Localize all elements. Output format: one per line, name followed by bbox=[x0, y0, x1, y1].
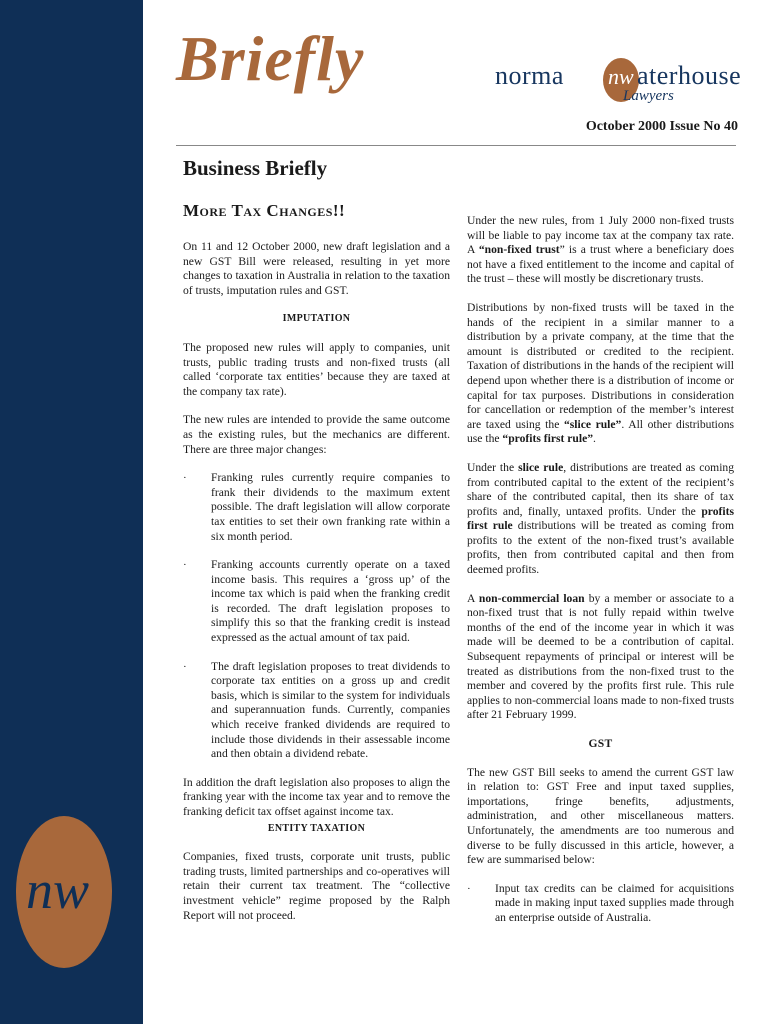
text-run: . All other distributions use the bbox=[467, 417, 735, 446]
entity-taxation-heading: ENTITY TAXATION bbox=[267, 822, 366, 834]
imputation-paragraph: The new rules are intended to provide the same outcome as the existing rules, but the mechanics are different. There are three major changes: bbox=[183, 413, 450, 456]
page-title: Business Briefly bbox=[183, 156, 328, 180]
imputation-paragraph: In addition the draft legislation also proposes to align the franking year with the income tax year and to remove the franking deficit tax offset against income tax. bbox=[183, 775, 450, 818]
text-run: distributions will be treated as coming from profits to the extent of the non-fixed trust’s available profits, then from contributed capital and then from deemed profits. bbox=[467, 519, 734, 577]
bullet-text: Franking accounts currently operate on a taxed income basis. This requires a ‘gross up’ of the income tax which is paid when the franking credit is recorded. The draft legislation proposes to simplify this so that the franking credit is instead expressed as the actual amount of tax paid. bbox=[211, 558, 450, 645]
firm-name-right: aterhouse bbox=[637, 61, 742, 90]
text-run: . bbox=[593, 432, 596, 446]
text-run: Under the bbox=[467, 460, 519, 474]
bullet-text: Input tax credits can be claimed for acquisitions made in making input taxed supplies made through an enterprise outside of Australia. bbox=[495, 881, 734, 924]
text-run: , distributions are treated as coming from contributed capital to the extent of the recipient’s share of the contributed capital, then its share of tax profits and, finally, untaxed profits. Under the bbox=[467, 460, 735, 518]
text-run: ” is a trust where a beneficiary does not have a fixed entitlement to the income and capital of the trust – these will mostly be discretionary trusts. bbox=[467, 243, 734, 286]
bullet-mark: · bbox=[183, 660, 187, 673]
firm-monogram-text: nw bbox=[608, 64, 634, 89]
bold-term: profits first rule bbox=[467, 504, 734, 533]
section-heading: More Tax Changes!! bbox=[183, 201, 346, 220]
masthead-logo: Briefly bbox=[176, 23, 365, 94]
bullet-text: Franking rules currently require companies to frank their dividends to the maximum extent possible. The draft legislation will allow corporate tax entities to set their own franking rate within a six month period. bbox=[211, 471, 450, 543]
gst-paragraph: The new GST Bill seeks to amend the current GST law in relation to: GST Free and input taxed supplies, importations, fringe benefits, adjustments, administration, and other miscellaneous matters. Unfortunately, the amendments are too numerous and diverse to be fully discussed in this article, however, a few are summarised below: bbox=[467, 765, 734, 867]
bullet-mark: · bbox=[183, 472, 187, 485]
page-content bbox=[143, 0, 770, 1024]
imputation-heading: IMPUTATION bbox=[282, 313, 351, 325]
sidebar-band bbox=[0, 0, 143, 1024]
right-column bbox=[467, 214, 734, 940]
bullet-mark: · bbox=[183, 559, 187, 572]
nw-monogram-logo bbox=[16, 816, 112, 968]
bullet-mark: · bbox=[467, 882, 471, 895]
slice-rule-paragraph bbox=[467, 461, 734, 578]
bold-term: “profits first rule” bbox=[502, 432, 594, 446]
list-item bbox=[183, 471, 450, 544]
gst-heading: GST bbox=[588, 737, 613, 750]
non-commercial-loan-paragraph bbox=[467, 592, 734, 723]
bold-term: “non-fixed trust bbox=[478, 243, 560, 257]
distributions-paragraph bbox=[467, 301, 734, 447]
bold-term: slice rule bbox=[518, 460, 564, 474]
text-run: Distributions by non-fixed trusts will be taxed in the hands of the recipient in a similar manner to a distribution by a private company, at the time that the amount is distributed or credited to the recipient. Taxation of distributions in the hands of the recipient will depend upon whether there is a distribution of income or capital for tax purposes. Distributions in consideration for cancellation or redemption of the member’s interest are taxed using the bbox=[467, 300, 734, 431]
bullet-text: The draft legislation proposes to treat dividends to corporate tax entities on a gross up and credit basis, which is similar to the system for individuals and superannuation funds. Currently, companies which receive franked dividends are required to include those dividends in their assessable income and then obtain a dividend rebate. bbox=[211, 659, 450, 761]
imputation-paragraph: The proposed new rules will apply to companies, unit trusts, public trading trusts and non-fixed trusts (all called ‘corporate tax entities’ because they are taxed at the company tax rate). bbox=[183, 340, 450, 398]
firm-logo bbox=[495, 58, 742, 108]
issue-date: October 2000 Issue No 40 bbox=[585, 119, 738, 134]
text-run: A bbox=[467, 591, 479, 605]
non-fixed-trust-paragraph bbox=[467, 214, 734, 287]
left-column bbox=[183, 240, 450, 937]
header-divider bbox=[176, 145, 736, 146]
bold-term: non-commercial loan bbox=[478, 591, 585, 605]
firm-name-left: norma bbox=[495, 61, 564, 90]
list-item bbox=[183, 660, 450, 762]
text-run: Under the new rules, from 1 July 2000 non-fixed trusts will be liable to pay income tax at the company tax rate. A bbox=[467, 214, 734, 257]
sidebar-monogram-text: nw bbox=[26, 860, 90, 920]
entity-paragraph: Companies, fixed trusts, corporate unit trusts, public trading trusts, limited partnerships and co-operatives will retain their current tax treatment. The “collective investment vehicle” regime proposed by the Ralph Report will not proceed. bbox=[183, 850, 450, 922]
intro-paragraph: On 11 and 12 October 2000, new draft legislation and a new GST Bill were released, resulting in yet more changes to taxation in Australia in relation to the taxation of trusts, imputation rules and GST. bbox=[183, 240, 450, 297]
firm-subtitle: Lawyers bbox=[623, 88, 674, 104]
list-item bbox=[467, 882, 734, 926]
bold-term: “slice rule” bbox=[563, 417, 622, 431]
list-item bbox=[183, 558, 450, 646]
text-run: by a member or associate to a non-fixed trust that is not fully repaid within twelve months of the end of the income year in which it was made will be deemed to be a contribution of capital. Subsequent repayments of principal or interest will be treated as distributions from the non-fixed trust to the member and covered by the profits first rule. This rule applies to non-commercial loans made to non-fixed trusts after 21 February 1999. bbox=[467, 591, 734, 722]
